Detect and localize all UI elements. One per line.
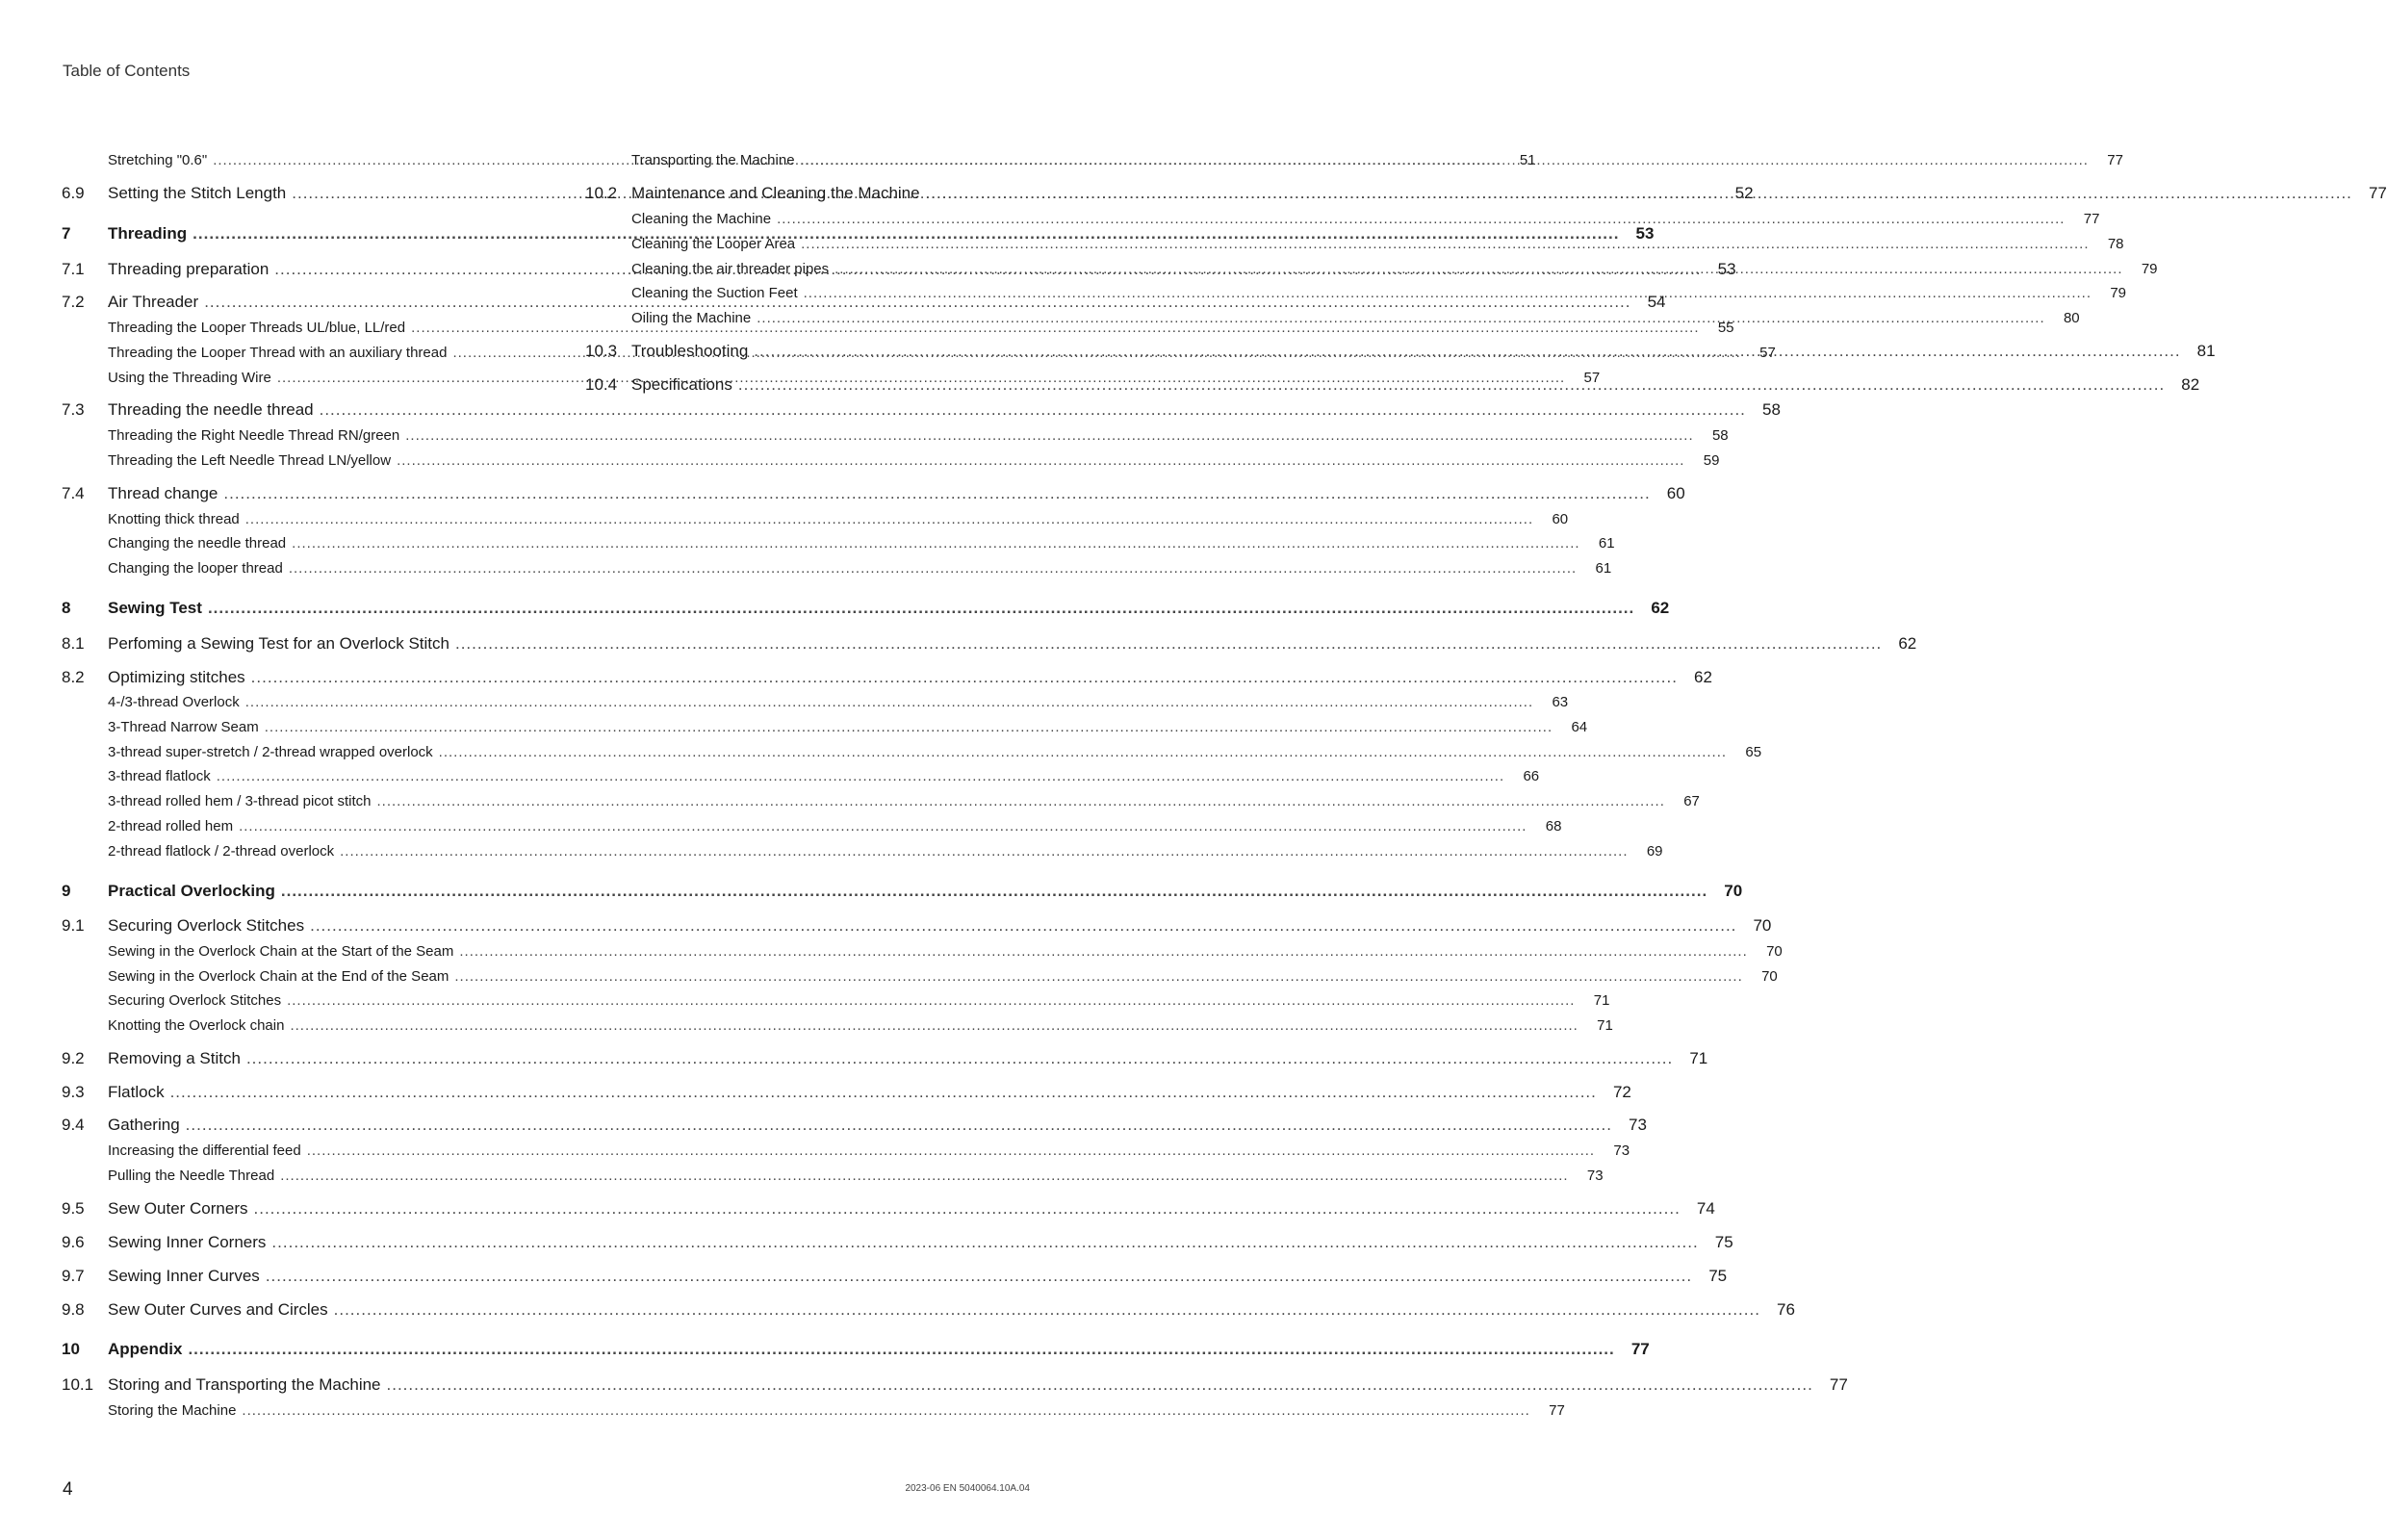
toc-page-number: 77: [2083, 211, 2100, 227]
toc-entry-title: Flatlock: [108, 1083, 165, 1101]
toc-dot-leader: [265, 719, 1553, 735]
toc-page-number: 73: [1613, 1142, 1630, 1159]
toc-section-number: 10.2: [585, 184, 618, 202]
toc-dot-leader: [251, 668, 1678, 687]
toc-entry-title: Threading the needle thread: [108, 400, 314, 419]
toc-entry[interactable]: [62, 882, 1743, 901]
toc-dot-leader: [801, 236, 2089, 252]
toc-entry[interactable]: [62, 668, 1712, 687]
toc-section-number: 10.3: [585, 342, 618, 360]
toc-dot-leader: [170, 1083, 1597, 1102]
toc-dot-leader: [459, 943, 1747, 960]
toc-dot-leader: [217, 768, 1504, 784]
toc-page-number: 62: [1898, 634, 1917, 653]
toc-page-number: 64: [1571, 719, 1588, 735]
toc-entry-title: Threading the Looper Threads UL/blue, LL/red: [108, 320, 406, 336]
toc-page-number: 70: [1761, 968, 1778, 985]
toc-page-number: 71: [1597, 1017, 1613, 1034]
toc-entry[interactable]: [62, 768, 1540, 784]
toc-entry-title: Securing Overlock Stitches: [108, 992, 282, 1009]
toc-entry-title: Threading preparation: [108, 260, 270, 278]
toc-page-number: 71: [1593, 992, 1610, 1009]
toc-page-number: 60: [1666, 484, 1685, 502]
toc-entry-title: Cleaning the air threader pipes: [631, 261, 830, 277]
toc-entry[interactable]: [585, 236, 2124, 252]
toc-entry-title: Sewing Inner Curves: [108, 1267, 260, 1285]
toc-section-number: 9.7: [62, 1267, 85, 1285]
toc-entry-title: Changing the looper thread: [108, 560, 283, 577]
toc-entry-title: Thread change: [108, 484, 218, 502]
toc-dot-leader: [292, 535, 1579, 552]
toc-entry-title: Air Threader: [108, 293, 199, 311]
toc-page-number: 61: [1598, 535, 1615, 552]
toc-dot-leader: [242, 1402, 1529, 1419]
toc-page-number: 67: [1683, 793, 1700, 809]
toc-entry[interactable]: [585, 285, 2127, 301]
toc-dot-leader: [307, 1142, 1595, 1159]
toc-entry-title: Sewing Inner Corners: [108, 1233, 267, 1251]
toc-page-number: 62: [1651, 599, 1670, 617]
toc-entry[interactable]: [62, 1233, 1733, 1252]
toc-page-number: 62: [1694, 668, 1712, 686]
toc-entry-title: Stretching "0.6": [108, 152, 208, 168]
toc-dot-leader: [266, 1267, 1692, 1286]
toc-entry[interactable]: [62, 992, 1610, 1009]
toc-entry-title: Practical Overlocking: [108, 882, 275, 900]
toc-entry[interactable]: [62, 400, 1781, 420]
toc-entry-title: 3-thread flatlock: [108, 768, 211, 784]
toc-section-number: 9.3: [62, 1083, 85, 1101]
toc-entry-title: Threading the Looper Thread with an auxiliary thread: [108, 345, 448, 361]
toc-entry[interactable]: [62, 1142, 1630, 1159]
toc-page-number: 70: [1766, 943, 1783, 960]
toc-entry-title: Storing the Machine: [108, 1402, 237, 1419]
toc-section-number: 9.5: [62, 1199, 85, 1218]
toc-dot-leader: [239, 818, 1527, 834]
toc-entry-title: Cleaning the Machine: [631, 211, 772, 227]
toc-entry-title: Oiling the Machine: [631, 310, 752, 326]
toc-entry[interactable]: [62, 694, 1569, 710]
toc-entry[interactable]: [62, 1340, 1650, 1359]
toc-dot-leader: [376, 793, 1664, 809]
toc-entry-title: Maintenance and Cleaning the Machine: [631, 184, 920, 202]
toc-section-number: 10: [62, 1340, 80, 1358]
toc-dot-leader: [290, 1017, 1578, 1034]
toc-entry[interactable]: [585, 211, 2100, 227]
toc-dot-leader: [777, 211, 2065, 227]
page-header: Table of Contents: [63, 62, 191, 80]
toc-entry-title: 3-Thread Narrow Seam: [108, 719, 259, 735]
toc-page-number: 71: [1689, 1049, 1708, 1067]
toc-entry[interactable]: [62, 1267, 1728, 1286]
toc-section-number: 6.9: [62, 184, 85, 202]
toc-section-number: 7: [62, 224, 71, 243]
toc-page-number: 70: [1724, 882, 1743, 900]
toc-page-number: 74: [1696, 1199, 1715, 1218]
toc-entry[interactable]: [62, 916, 1772, 936]
toc-entry[interactable]: [62, 1375, 1848, 1395]
toc-dot-leader: [320, 400, 1746, 420]
toc-section-number: 7.4: [62, 484, 85, 502]
toc-dot-leader: [801, 152, 2089, 168]
toc-section-number: 10.1: [62, 1375, 94, 1394]
toc-section-number: 8: [62, 599, 71, 617]
toc-entry-title: Appendix: [108, 1340, 183, 1358]
toc-entry-title: Knotting thick thread: [108, 511, 240, 527]
toc-entry[interactable]: [62, 484, 1685, 503]
toc-section-number: 9.2: [62, 1049, 85, 1067]
document-code: 2023-06 EN 5040064.10A.04: [905, 1483, 1030, 1494]
toc-entry-title: Perfoming a Sewing Test for an Overlock Stitch: [108, 634, 449, 653]
toc-entry-title: Sewing in the Overlock Chain at the End of the Seam: [108, 968, 449, 985]
toc-dot-leader: [387, 1375, 1813, 1395]
toc-page-number: 78: [2107, 236, 2124, 252]
toc-dot-leader: [310, 916, 1736, 936]
toc-entry-title: 2-thread rolled hem: [108, 818, 234, 834]
toc-entry-title: Cleaning the Looper Area: [631, 236, 796, 252]
toc-dot-leader: [245, 511, 1533, 527]
toc-entry[interactable]: [62, 1083, 1631, 1102]
toc-dot-leader: [405, 427, 1693, 444]
toc-dot-leader: [271, 1233, 1698, 1252]
toc-section-number: 9.1: [62, 916, 85, 935]
toc-entry-title: Specifications: [631, 375, 732, 394]
toc-page-number: 70: [1753, 916, 1772, 935]
toc-page-number: 59: [1703, 452, 1720, 469]
toc-entry[interactable]: [62, 599, 1670, 618]
toc-entry-title: Pulling the Needle Thread: [108, 1168, 275, 1184]
toc-page-number: 65: [1745, 744, 1762, 760]
toc-page-number: 61: [1595, 560, 1612, 577]
toc-entry-title: 3-thread rolled hem / 3-thread picot stitch: [108, 793, 372, 809]
toc-entry[interactable]: [62, 843, 1663, 860]
toc-entry-title: Setting the Stitch Length: [108, 184, 287, 202]
toc-entry-title: Troubleshooting: [631, 342, 749, 360]
toc-page-number: 54: [1647, 293, 1666, 311]
toc-entry[interactable]: [62, 744, 1762, 760]
toc-dot-leader: [334, 1300, 1760, 1320]
toc-entry-title: Knotting the Overlock chain: [108, 1017, 285, 1034]
toc-section-number: 7.2: [62, 293, 85, 311]
toc-entry-title: 3-thread super-stretch / 2-thread wrapped overlock: [108, 744, 433, 760]
toc-entry[interactable]: [62, 320, 1734, 336]
toc-entry[interactable]: [62, 452, 1720, 469]
toc-entry[interactable]: [62, 1168, 1604, 1184]
toc-page-number: 75: [1708, 1267, 1728, 1285]
toc-page-number: 53: [1717, 260, 1736, 278]
toc-dot-leader: [757, 310, 2044, 326]
toc-page-number: 60: [1552, 511, 1569, 527]
toc-entry-title: Removing a Stitch: [108, 1049, 241, 1067]
toc-entry[interactable]: [62, 1300, 1795, 1320]
toc-page-number: 72: [1612, 1083, 1631, 1101]
toc-entry[interactable]: [62, 793, 1700, 809]
toc-section-number: 10.4: [585, 375, 618, 394]
toc-entry-title: Threading: [108, 224, 188, 243]
toc-page-number: 58: [1761, 400, 1781, 419]
toc-entry[interactable]: [62, 1116, 1647, 1135]
toc-dot-leader: [280, 1168, 1568, 1184]
toc-entry-title: 2-thread flatlock / 2-thread overlock: [108, 843, 335, 860]
toc-dot-leader: [188, 1340, 1614, 1359]
toc-entry[interactable]: [585, 310, 2080, 326]
toc-entry-title: Threading the Left Needle Thread LN/yellow: [108, 452, 392, 469]
toc-dot-leader: [281, 882, 1707, 901]
toc-section-number: 8.1: [62, 634, 85, 653]
toc-entry-title: Sew Outer Corners: [108, 1199, 248, 1218]
toc-dot-leader: [926, 184, 2352, 203]
toc-page-number: 55: [1717, 320, 1734, 336]
toc-page-number: 79: [2141, 261, 2158, 277]
toc-dot-leader: [340, 843, 1628, 860]
toc-page-number: 69: [1646, 843, 1663, 860]
toc-entry-title: Changing the needle thread: [108, 535, 287, 552]
toc-entry-title: Threading the Right Needle Thread RN/green: [108, 427, 400, 444]
toc-entry[interactable]: [62, 634, 1917, 654]
toc-dot-leader: [245, 694, 1533, 710]
toc-section-number: 7.1: [62, 260, 85, 278]
toc-entry[interactable]: [62, 968, 1778, 985]
toc-entry-title: Increasing the differential feed: [108, 1142, 301, 1159]
toc-page-number: 76: [1777, 1300, 1795, 1319]
toc-dot-leader: [287, 992, 1575, 1009]
toc-dot-leader: [439, 744, 1727, 760]
toc-entry-title: Securing Overlock Stitches: [108, 916, 305, 935]
toc-entry-title: Sewing Test: [108, 599, 202, 617]
toc-page-number: 77: [2368, 184, 2387, 202]
toc-entry[interactable]: [62, 1017, 1613, 1034]
toc-entry-title: Cleaning the Suction Feet: [631, 285, 798, 301]
toc-entry-title: Storing and Transporting the Machine: [108, 1375, 381, 1394]
toc-dot-leader: [397, 452, 1684, 469]
toc-page-number: 51: [1519, 152, 1536, 168]
toc-dot-leader: [455, 634, 1882, 654]
toc-page-number: 63: [1552, 694, 1569, 710]
toc-entry[interactable]: [62, 560, 1612, 577]
toc-page-number: 79: [2110, 285, 2127, 301]
toc-dot-leader: [246, 1049, 1673, 1068]
toc-entry-title: Optimizing stitches: [108, 668, 245, 686]
toc-page-number: 73: [1586, 1168, 1604, 1184]
toc-dot-leader: [208, 599, 1634, 618]
toc-dot-leader: [254, 1199, 1681, 1219]
toc-dot-leader: [738, 375, 2165, 395]
toc-entry[interactable]: [62, 1049, 1708, 1068]
toc-page-number: 58: [1711, 427, 1729, 444]
toc-section-number: 9: [62, 882, 71, 900]
toc-page-number: 77: [1549, 1402, 1565, 1419]
toc-page-number: 77: [1630, 1340, 1650, 1358]
toc-entry[interactable]: [62, 719, 1588, 735]
toc-page-number: 82: [2181, 375, 2200, 394]
toc-entry-title: Sew Outer Curves and Circles: [108, 1300, 328, 1319]
toc-page-number: 57: [1759, 345, 1776, 361]
toc-entry-title: Sewing in the Overlock Chain at the Start of the Seam: [108, 943, 454, 960]
toc-entry[interactable]: [62, 427, 1729, 444]
toc-entry-title: Using the Threading Wire: [108, 370, 271, 386]
toc-entry[interactable]: [62, 818, 1562, 834]
toc-entry[interactable]: [62, 943, 1783, 960]
toc-dot-leader: [454, 968, 1742, 985]
toc-page-number: 77: [1829, 1375, 1848, 1394]
toc-entry[interactable]: [62, 511, 1569, 527]
toc-dot-leader: [223, 484, 1650, 503]
toc-page-number: 57: [1583, 370, 1601, 386]
toc-page-number: 75: [1714, 1233, 1733, 1251]
toc-section-number: 9.6: [62, 1233, 85, 1251]
toc-dot-leader: [804, 285, 2092, 301]
toc-page-number: 66: [1523, 768, 1540, 784]
toc-page-number: 77: [2107, 152, 2123, 168]
toc-page-number: 80: [2063, 310, 2080, 326]
toc-dot-leader: [289, 560, 1577, 577]
toc-dot-leader: [186, 1116, 1612, 1135]
toc-page-number: 73: [1629, 1116, 1647, 1134]
toc-dot-leader: [754, 342, 2180, 361]
toc-page-number: 68: [1545, 818, 1562, 834]
toc-entry-title: Gathering: [108, 1116, 180, 1134]
toc-entry[interactable]: [62, 535, 1615, 552]
toc-entry-title: Transporting the Machine: [631, 152, 795, 168]
toc-section-number: 8.2: [62, 668, 85, 686]
toc-section-number: 7.3: [62, 400, 85, 419]
toc-entry[interactable]: [62, 1199, 1715, 1219]
toc-entry[interactable]: [62, 1402, 1565, 1419]
toc-entry-title: 4-/3-thread Overlock: [108, 694, 240, 710]
toc-page-number: 81: [2196, 342, 2216, 360]
toc-dot-leader: [834, 261, 2122, 277]
toc-page-number: 52: [1734, 184, 1754, 202]
toc-section-number: 9.8: [62, 1300, 85, 1319]
page-number: 4: [63, 1479, 73, 1500]
toc-page-number: 53: [1635, 224, 1655, 243]
toc-section-number: 9.4: [62, 1116, 85, 1134]
